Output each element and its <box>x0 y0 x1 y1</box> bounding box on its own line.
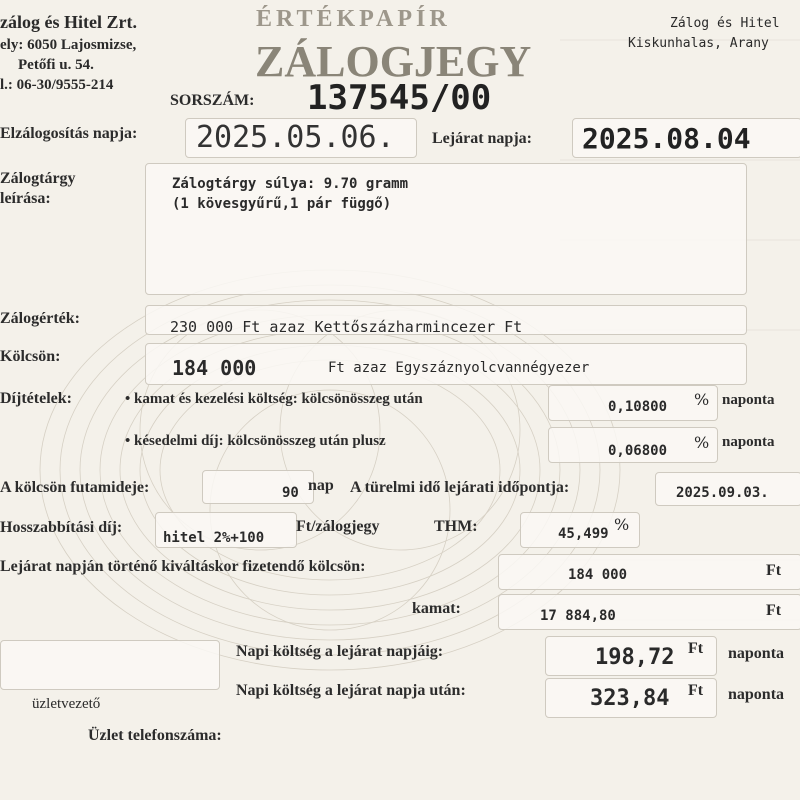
item-desc-line1: Zálogtárgy súlya: 9.70 gramm <box>172 176 409 192</box>
due-date-value: 2025.08.04 <box>582 122 751 155</box>
grace-date: 2025.09.03. <box>676 485 769 501</box>
item-label-line1: Zálogtárgy <box>0 170 76 187</box>
daily-after-value: 323,84 <box>590 686 670 711</box>
shop-phone-label: Üzlet telefonszáma: <box>88 727 222 744</box>
daily-before-unit: Ft <box>688 640 704 657</box>
term-label: A kölcsön futamideje: <box>0 479 150 496</box>
redemption-interest-value: 17 884,80 <box>540 608 616 624</box>
item-label-line2: leírása: <box>0 190 51 207</box>
extension-value: hitel 2%+100 <box>163 530 265 546</box>
loan-amount: 184 000 <box>172 356 257 380</box>
daily-before-label: Napi költség a lejárat napjáig: <box>236 643 444 660</box>
manager-label: üzletvezető <box>32 696 101 712</box>
doc-type: ÉRTÉKPAPÍR <box>256 6 451 32</box>
doc-title: ZÁLOGJEGY <box>255 37 532 86</box>
interest-fee-unit: naponta <box>722 392 775 408</box>
interest-fee-value: 0,10800 <box>608 399 668 415</box>
company-name: zálog és Hitel Zrt. <box>0 12 137 32</box>
top-right-company: Zálog és Hitel <box>670 16 780 31</box>
late-fee-value: 0,06800 <box>608 443 668 459</box>
due-date-label: Lejárat napja: <box>432 130 532 147</box>
thm-label: THM: <box>434 518 478 535</box>
daily-before-per: naponta <box>728 645 785 662</box>
top-right-address: Kiskunhalas, Arany <box>628 36 769 51</box>
redemption-loan-box <box>498 554 800 590</box>
daily-after-per: naponta <box>728 686 785 703</box>
redemption-loan-value: 184 000 <box>568 567 628 583</box>
interest-fee-percent: % <box>694 390 710 409</box>
late-fee-label: • késedelmi díj: kölcsönösszeg után plusz <box>125 433 386 449</box>
term-day-unit: nap <box>308 477 334 494</box>
grace-label: A türelmi idő lejárati időpontja: <box>350 479 570 496</box>
term-days: 90 <box>282 485 299 501</box>
item-desc-line2: (1 kövesgyűrű,1 pár függő) <box>172 196 392 212</box>
redemption-interest-label: kamat: <box>412 600 461 617</box>
extension-unit: Ft/zálogjegy <box>296 518 380 535</box>
redemption-interest-unit: Ft <box>766 602 782 619</box>
loan-label: Kölcsön: <box>0 348 61 365</box>
company-site-address: ely: 6050 Lajosmizse, <box>0 37 137 53</box>
late-fee-percent: % <box>694 433 710 452</box>
fees-label: Díjtételek: <box>0 390 72 407</box>
daily-before-value: 198,72 <box>595 645 675 670</box>
serial-number: 137545/00 <box>307 78 492 118</box>
value-label: Zálogérték: <box>0 310 80 327</box>
pledge-date-label: Elzálogosítás napja: <box>0 125 138 142</box>
value-text: 230 000 Ft azaz Kettőszázharmincezer Ft <box>170 318 523 336</box>
late-fee-unit: naponta <box>722 434 775 450</box>
serial-label: SORSZÁM: <box>170 92 255 109</box>
company-street: Petőfi u. 54. <box>18 57 94 73</box>
thm-value: 45,499 <box>558 526 609 542</box>
redemption-label: Lejárat napján történő kiváltáskor fizetendő kölcsön: <box>0 558 366 575</box>
extension-label: Hosszabbítási díj: <box>0 519 123 536</box>
daily-after-label: Napi költség a lejárat napja után: <box>236 682 466 699</box>
daily-after-unit: Ft <box>688 682 704 699</box>
redemption-loan-unit: Ft <box>766 562 782 579</box>
company-phone: l.: 06-30/9555-214 <box>0 77 114 93</box>
pledge-date-value: 2025.05.06. <box>196 120 395 155</box>
interest-fee-label: • kamat és kezelési költség: kölcsönösszeg után <box>125 391 423 407</box>
loan-words: Ft azaz Egyszáznyolcvannégyezer <box>328 360 590 376</box>
thm-percent: % <box>614 515 630 534</box>
signature-box <box>0 640 220 690</box>
